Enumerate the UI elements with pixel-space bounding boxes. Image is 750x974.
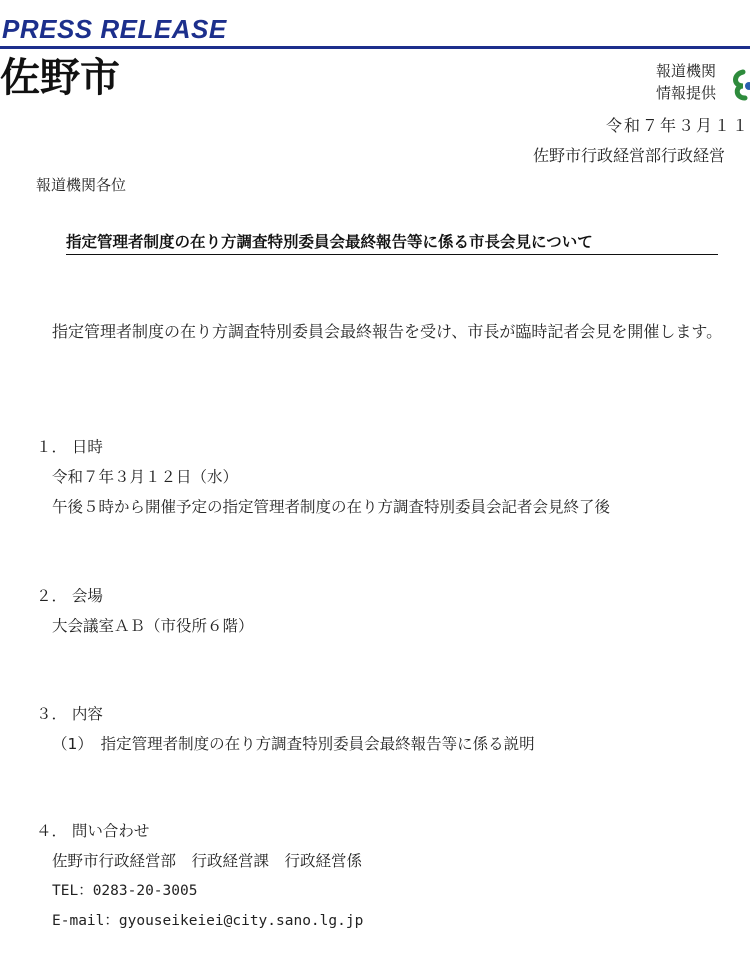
section-venue [36,581,254,641]
header-divider [0,46,750,49]
intro-paragraph: 指定管理者制度の在り方調査特別委員会最終報告を受け、市長が臨時記者会見を開催します。 [52,322,723,341]
section-heading: ２． 会場 [36,587,103,605]
release-date: 令和７年３月１１ [606,116,750,135]
section-heading: ３． 内容 [36,705,103,723]
issuing-department: 佐野市行政経営部行政経営 [533,146,726,165]
section-datetime [36,432,610,522]
section-line: 令和７年３月１２日（水） [52,468,239,486]
contact-phone: TEL：0283-20-3005 [52,883,198,899]
press-release-banner: PRESS RELEASE [2,14,227,44]
section-line: 午後５時から開催予定の指定管理者制度の在り方調査特別委員会記者会見終了後 [52,498,611,516]
section-content [36,699,535,759]
contact-office: 佐野市行政経営部 行政経営課 行政経営係 [52,852,363,870]
city-name: 佐野市 [0,55,120,101]
sano-city-logo-icon [731,64,750,104]
press-box-line-2: 情報提供 [656,84,717,102]
press-box-line-1: 報道機関 [656,62,717,80]
section-line: （1） 指定管理者制度の在り方調査特別委員会最終報告等に係る説明 [52,735,535,753]
press-release-header [0,0,750,52]
section-line: 大会議室ＡＢ（市役所６階） [52,617,254,635]
section-heading: １． 日時 [36,438,103,456]
press-info-box [656,60,716,104]
document-title: 指定管理者制度の在り方調査特別委員会最終報告等に係る市長会見について [66,230,718,255]
addressee: 報道機関各位 [36,176,127,194]
section-contact [36,816,363,936]
contact-email: E-mail：gyouseikeiei@city.sano.lg.jp [52,913,364,929]
section-heading: ４． 問い合わせ [36,822,150,840]
